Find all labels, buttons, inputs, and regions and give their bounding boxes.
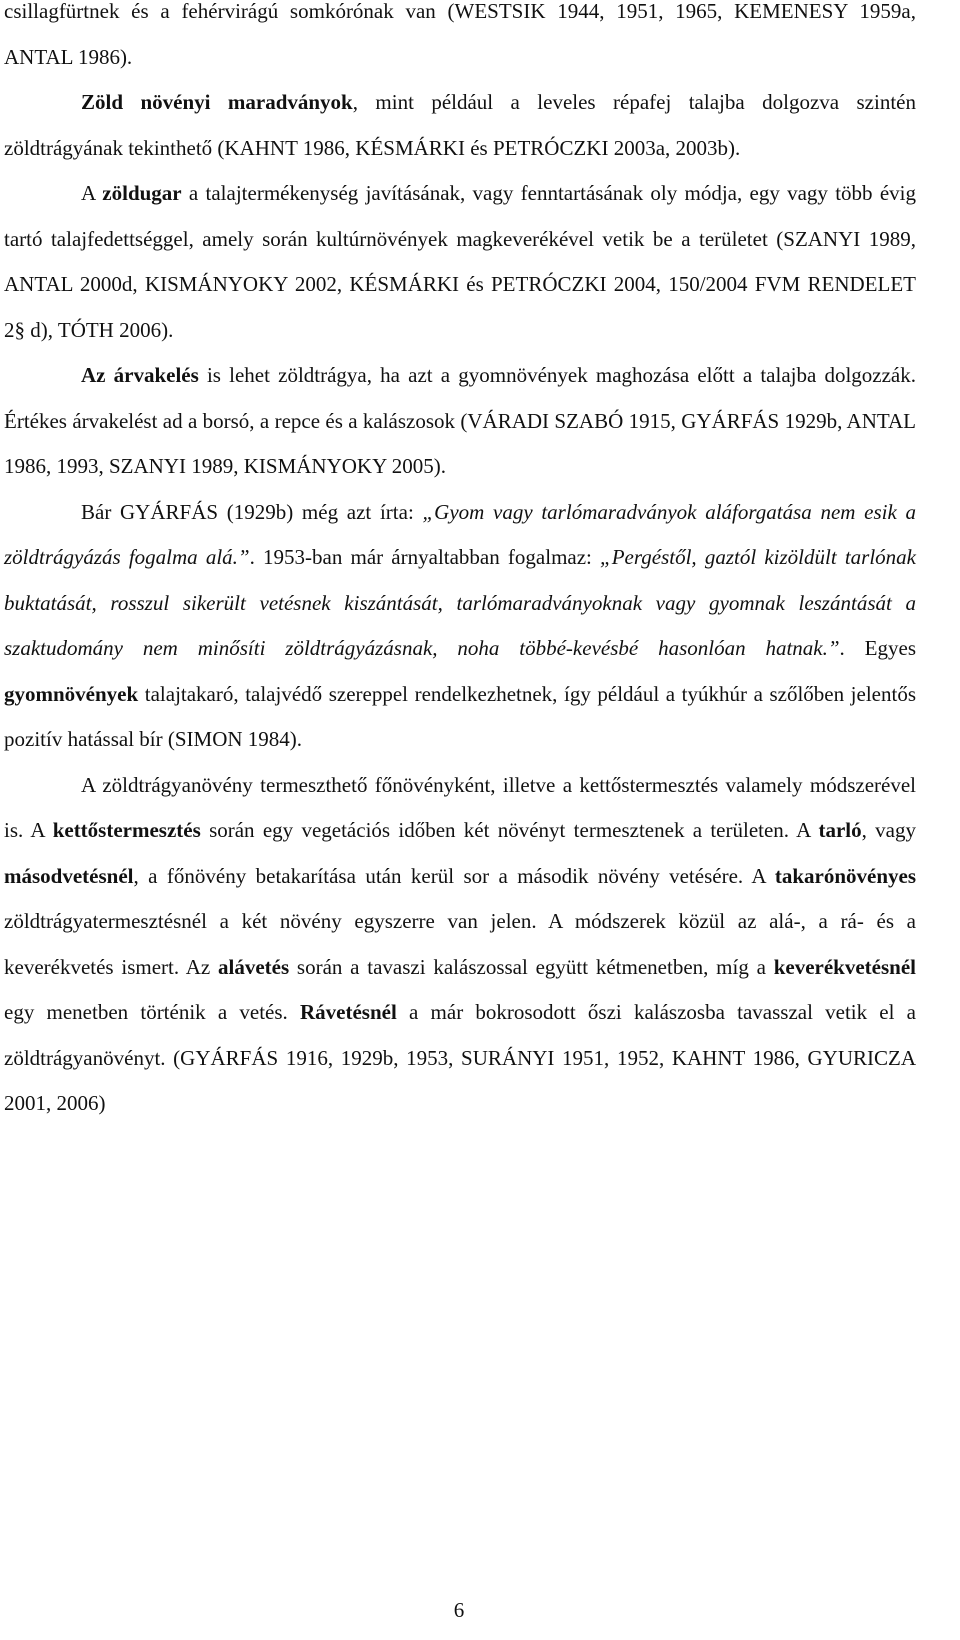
bold-term: keverékvetésnél	[773, 954, 916, 979]
bold-term: zöldugar	[102, 181, 182, 205]
paragraph	[4, 490, 916, 763]
text-segment: . 1953-ban már árnyaltabban fogalmaz:	[249, 545, 601, 569]
text-segment: zöldtrágyatermesztésnél a két növény egyszerre van jelen. A módszerek közül az alá-, a rá- és a keverékvetés ismert. Az	[4, 909, 916, 979]
text-segment: a talajtermékenység javításának, vagy fenntartásának oly módja, egy vagy több évig tartó talajfedettséggel, amely során kultúrnövények magkeverékével vetik be a területet (SZANYI 1989, ANTAL 2000d, KISMÁNYOKY 2002, KÉSMÁRKI és PETRÓCZKI 2004, 150/2004 FVM RENDELET 2§ d), TÓTH 2006).	[4, 181, 916, 342]
bold-term: Az árvakelés	[81, 363, 199, 387]
text-segment: a már bokrosodott őszi kalászosba tavasszal vetik el a zöldtrágyanövényt. (GYÁRFÁS 1916, 1929b, 1953, SURÁNYI 1951, 1952, KAHNT 1986, GYURICZA 2001, 2006)	[4, 1000, 916, 1115]
body-text	[4, 0, 916, 1127]
bold-term: másodvetésnél	[4, 863, 134, 888]
bold-term: tarló	[818, 818, 862, 842]
text-segment: , a főnövény betakarítása után kerül sor a második növény vetésére. A	[133, 863, 775, 888]
text-segment: egy menetben történik a vetés.	[4, 1000, 300, 1024]
paragraph	[4, 171, 916, 353]
text-segment: csillagfürtnek és a fehérvirágú somkórónak van (WESTSIK 1944, 1951, 1965, KEMENESY 1959a, ANTAL 1986).	[4, 0, 916, 69]
text-segment: , vagy	[861, 818, 916, 842]
text-segment: . Egyes	[839, 636, 916, 660]
text-segment: A zöldtrágyanövény termeszthető főnövényként, illetve a kettőstermesztés valamely módszerével is. A	[4, 772, 916, 842]
paragraph	[4, 80, 916, 171]
bold-term: gyomnövények	[4, 681, 139, 706]
paragraph	[4, 763, 916, 1127]
text-segment: talajtakaró, talajvédő szereppel rendelkezhetnek, így például a tyúkhúr a szőlőben jelentős pozitív hatással bír (SIMON 1984).	[4, 681, 916, 751]
page-number: 6	[453, 1598, 465, 1622]
italic-quote: „Gyom vagy tarlómaradványok aláforgatása nem esik a zöldtrágyázás fogalma alá.”	[4, 499, 916, 569]
bold-term: Rávetésnél	[300, 1000, 397, 1024]
text-segment: is lehet zöldtrágya, ha azt a gyomnövények maghozása előtt a talajba dolgozzák. Értékes árvakelést ad a borsó, a repce és a kalászosok (VÁRADI SZABÓ 1915, GYÁRFÁS 1929b, ANTAL 1986, 1993, SZANYI 1989, KISMÁNYOKY 2005).	[4, 363, 917, 478]
bold-term: Zöld növényi maradványok	[81, 90, 353, 114]
text-segment: , mint például a leveles répafej talajba dolgozva szintén zöldtrágyának tekinthető (KAHNT 1986, KÉSMÁRKI és PETRÓCZKI 2003a, 2003b).	[4, 90, 916, 160]
text-segment: A	[81, 181, 103, 205]
italic-quote: „Pergéstől, gaztól kizöldült tarlónak buktatását, rosszul sikerült vetésnek kiszántását, tarlómaradványoknak vagy gyomnak leszántását a szaktudomány nem minősíti zöldtrágyázásnak, noha többé-kevésbé hasonlóan hatnak.”	[4, 545, 917, 660]
text-segment: során egy vegetációs időben két növényt termesztenek a területen. A	[200, 818, 819, 842]
bold-term: takarónövényes	[774, 863, 916, 888]
text-segment: Bár GYÁRFÁS (1929b) még azt írta:	[81, 499, 423, 524]
bold-term: kettőstermesztés	[52, 818, 201, 842]
text-segment: során a tavaszi kalászossal együtt kétmenetben, míg a	[289, 954, 774, 979]
bold-term: alávetés	[218, 954, 290, 979]
paragraph	[4, 0, 916, 80]
document-page	[4, 0, 916, 1127]
paragraph	[4, 353, 916, 490]
